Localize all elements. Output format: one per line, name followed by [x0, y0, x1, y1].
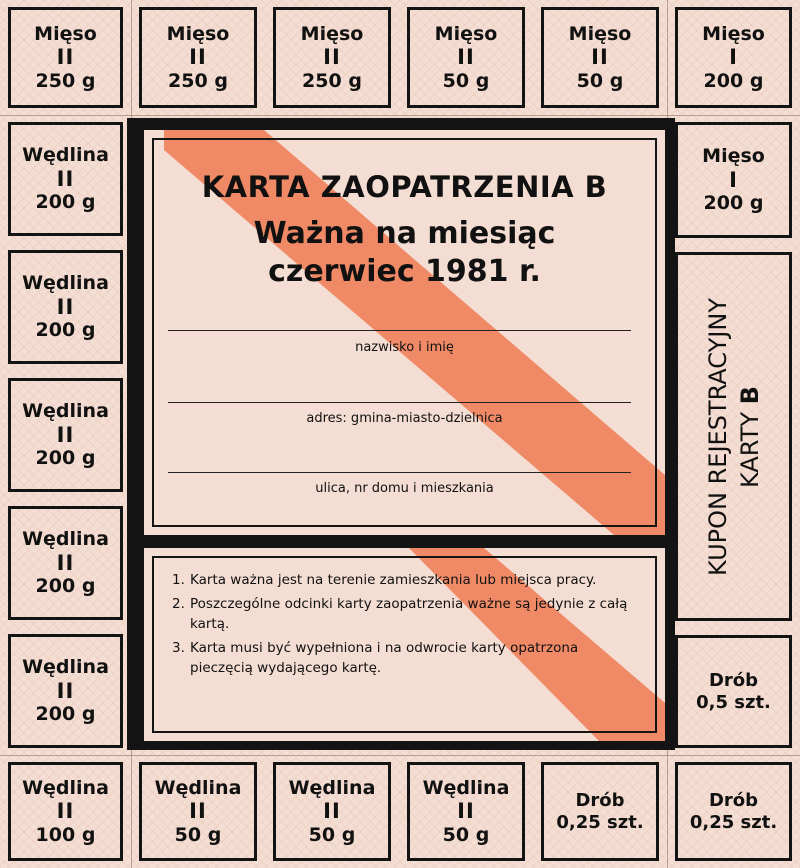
street-field-label: ulica, nr domu i mieszkania [315, 481, 494, 496]
registration-coupon [667, 245, 800, 628]
coupon-title: Wędlina [22, 144, 109, 167]
coupon-top-4 [399, 0, 533, 115]
registration-coupon-box [675, 252, 792, 621]
coupon-bottom-2 [131, 755, 265, 868]
coupon-amount: 50 g [174, 823, 222, 846]
coupon-box [8, 506, 123, 620]
coupon-right-poultry [667, 628, 800, 755]
coupon-title: Wędlina [22, 400, 109, 423]
rule-number: 2. [172, 596, 185, 612]
coupon-amount: 200 g [35, 703, 96, 726]
registration-coupon-prefix: KARTY [735, 403, 764, 488]
card-rules-panel [144, 548, 665, 741]
coupon-box [139, 7, 257, 108]
coupon-category: II [323, 45, 341, 70]
coupon-top-2 [131, 0, 265, 115]
coupon-box [407, 7, 525, 108]
coupon-title: Mięso [702, 145, 765, 168]
coupon-amount: 250 g [168, 69, 228, 92]
coupon-title: Wędlina [22, 272, 109, 295]
rule-text: Karta ważna jest na terenie zamieszkania lub miejsca pracy. [190, 572, 597, 588]
coupon-category: II [56, 294, 75, 319]
coupon-amount: 200 g [703, 192, 764, 215]
coupon-category: II [323, 799, 341, 824]
coupon-left-1 [0, 115, 131, 243]
coupon-category: II [56, 45, 75, 70]
coupon-amount: 250 g [302, 69, 362, 92]
coupon-box [675, 762, 792, 861]
coupon-box [541, 762, 659, 861]
coupon-amount: 0,25 szt. [556, 811, 644, 833]
coupon-right-meat [667, 115, 800, 245]
coupon-title: Mięso [568, 22, 632, 45]
coupon-top-1 [0, 0, 131, 115]
coupon-title: Wędlina [22, 528, 109, 551]
coupon-amount: 0,25 szt. [689, 811, 778, 833]
card-validity-line1: Ważna na miesiąc [253, 216, 556, 251]
coupon-box [8, 762, 123, 861]
coupon-bottom-5 [533, 755, 667, 868]
coupon-box [273, 7, 391, 108]
card-title: KARTA ZAOPATRZENIA B [201, 170, 608, 204]
registration-coupon-text [702, 298, 766, 576]
coupon-category: II [56, 422, 75, 447]
coupon-category: II [457, 799, 475, 824]
coupon-top-6 [667, 0, 800, 115]
coupon-box [675, 635, 792, 748]
coupon-category: II [56, 799, 75, 824]
coupon-box [8, 122, 123, 236]
coupon-title: Wędlina [154, 776, 242, 799]
coupon-title: Mięso [434, 22, 498, 45]
registration-coupon-letter: B [735, 385, 764, 404]
coupon-bottom-3 [265, 755, 399, 868]
coupon-amount: 200 g [35, 191, 96, 214]
coupon-bottom-6 [667, 755, 800, 868]
name-field-line [168, 330, 631, 331]
rules-list [172, 570, 635, 678]
address-field-line [168, 402, 631, 403]
coupon-left-2 [0, 243, 131, 371]
coupon-top-3 [265, 0, 399, 115]
coupon-category: II [56, 678, 75, 703]
address-field-label: adres: gmina-miasto-dzielnica [306, 411, 503, 426]
coupon-left-4 [0, 499, 131, 627]
coupon-title: Drób [708, 790, 759, 812]
coupon-bottom-4 [399, 755, 533, 868]
coupon-category: II [457, 45, 475, 70]
coupon-category: II [189, 45, 207, 70]
coupon-title: Mięso [166, 22, 230, 45]
coupon-box [8, 7, 123, 108]
coupon-amount: 100 g [35, 823, 96, 846]
coupon-box [8, 634, 123, 748]
rule-item [172, 594, 635, 634]
perforation-line [0, 115, 800, 116]
street-field-line [168, 472, 631, 473]
card-validity-line2: czerwiec 1981 r. [268, 254, 541, 289]
coupon-box [407, 762, 525, 861]
coupon-amount: 0,5 szt. [696, 691, 771, 713]
coupon-category: II [591, 45, 609, 70]
coupon-title: Wędlina [22, 776, 109, 799]
coupon-category: I [729, 167, 738, 192]
coupon-left-3 [0, 371, 131, 499]
card-main-panel [144, 130, 665, 535]
rule-text: Karta musi być wypełniona i na odwrocie karty opatrzona pieczęcią wydającego kartę. [190, 640, 579, 676]
coupon-title: Drób [575, 790, 625, 812]
coupon-title: Mięso [34, 22, 97, 45]
coupon-box [541, 7, 659, 108]
coupon-amount: 200 g [35, 447, 96, 470]
rule-number: 3. [172, 640, 185, 656]
coupon-title: Drób [708, 670, 759, 692]
coupon-amount: 200 g [703, 69, 764, 92]
rule-text: Poszczególne odcinki karty zaopatrzenia ważne są jedynie z całą kartą. [190, 596, 628, 632]
coupon-amount: 50 g [308, 823, 356, 846]
coupon-title: Mięso [300, 22, 364, 45]
rule-item [172, 638, 635, 678]
coupon-box [8, 378, 123, 492]
coupon-amount: 200 g [35, 319, 96, 342]
perforation-line [0, 755, 800, 756]
coupon-box [8, 250, 123, 364]
coupon-box [675, 122, 792, 238]
coupon-box [675, 7, 792, 108]
coupon-category: II [189, 799, 207, 824]
coupon-title: Wędlina [22, 656, 109, 679]
coupon-title: Wędlina [422, 776, 510, 799]
rule-item [172, 570, 635, 590]
coupon-left-5 [0, 627, 131, 755]
coupon-amount: 50 g [442, 823, 490, 846]
coupon-title: Mięso [702, 22, 765, 45]
coupon-category: I [729, 45, 738, 70]
coupon-amount: 200 g [35, 575, 96, 598]
coupon-amount: 250 g [35, 69, 96, 92]
name-field-label: nazwisko i imię [355, 340, 454, 355]
coupon-box [139, 762, 257, 861]
coupon-title: Wędlina [288, 776, 376, 799]
coupon-top-5 [533, 0, 667, 115]
coupon-category: II [56, 166, 75, 191]
rule-number: 1. [172, 572, 185, 588]
coupon-amount: 50 g [442, 69, 490, 92]
coupon-amount: 50 g [576, 69, 624, 92]
coupon-box [273, 762, 391, 861]
coupon-category: II [56, 550, 75, 575]
registration-coupon-line1: KUPON REJESTRACYJNY [703, 297, 732, 576]
coupon-bottom-1 [0, 755, 131, 868]
registration-coupon-line2 [734, 298, 766, 576]
